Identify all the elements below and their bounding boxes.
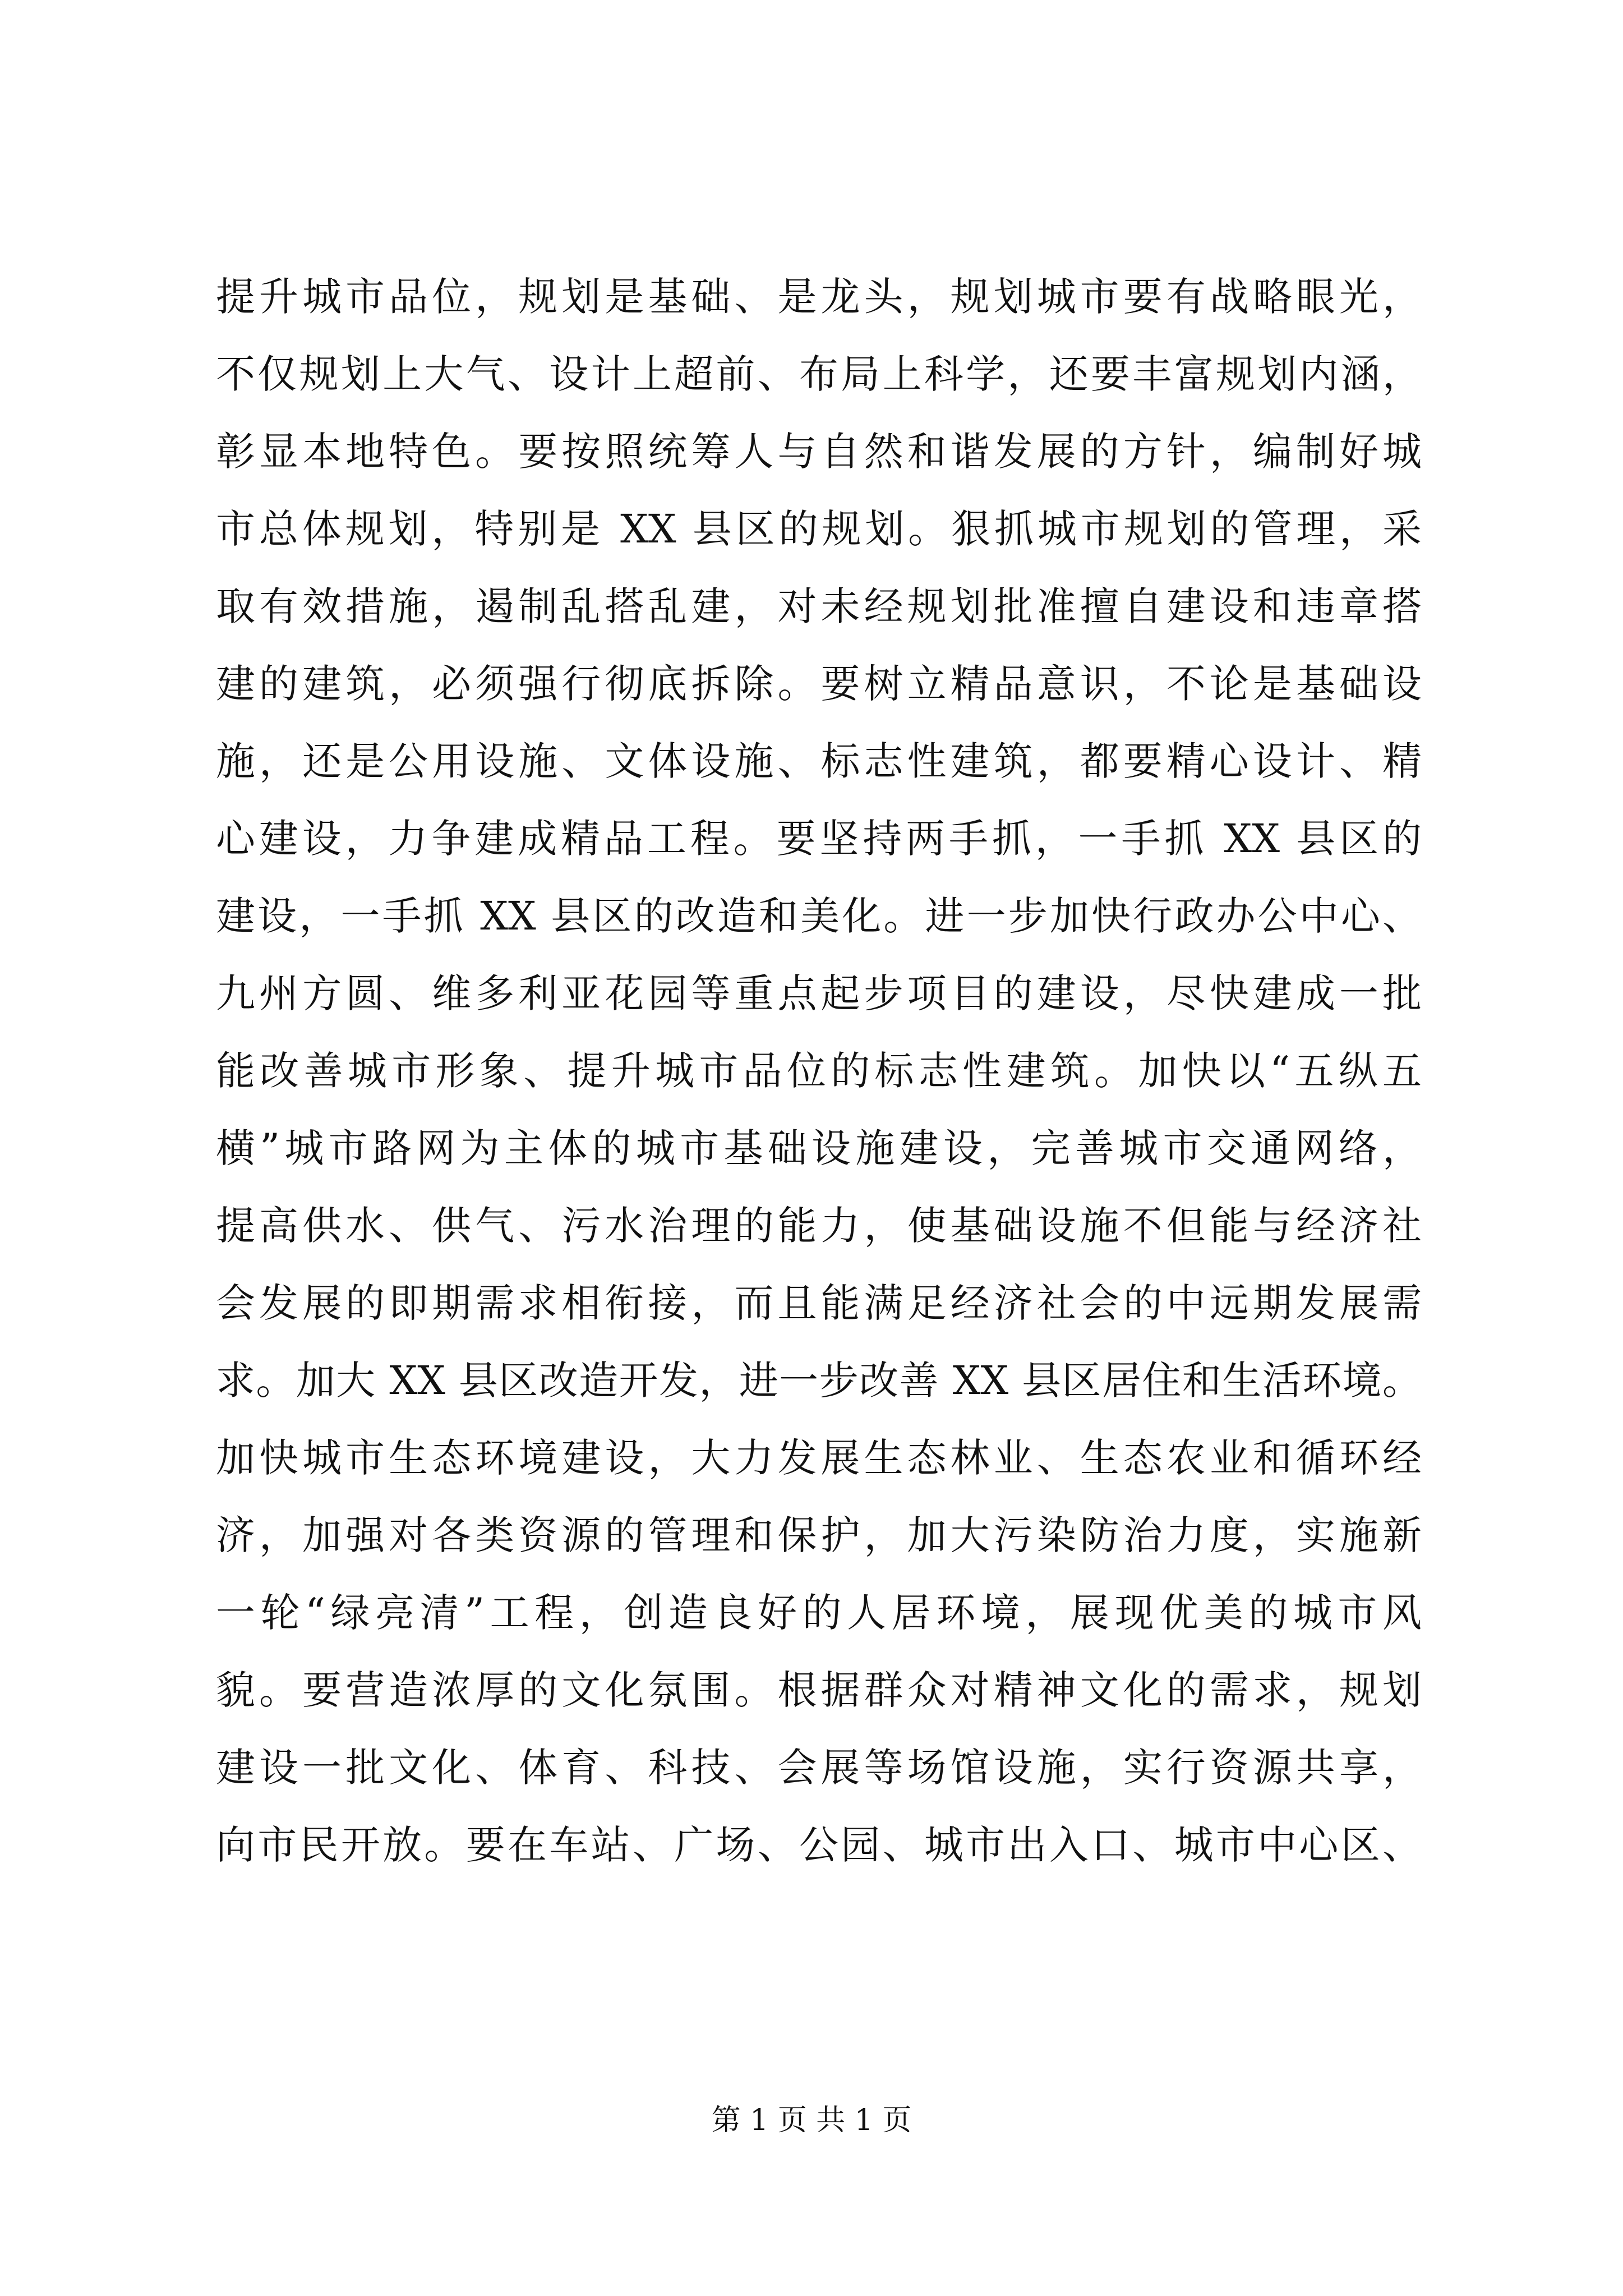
text-line: 貌。要营造浓厚的文化氛围。根据群众对精神文化的需求，规划 bbox=[216, 1667, 1422, 1713]
text-line: 提高供水、供气、污水治理的能力，使基础设施不但能与经济社 bbox=[216, 1203, 1422, 1249]
text-line: 加快城市生态环境建设，大力发展生态林业、生态农业和循环经 bbox=[216, 1435, 1422, 1481]
text-line: 建设，一手抓 XX 县区的改造和美化。进一步加快行政办公中心、 bbox=[216, 893, 1422, 939]
text-line: 市总体规划，特别是 XX 县区的规划。狠抓城市规划的管理，采 bbox=[216, 506, 1422, 552]
text-line: 建的建筑，必须强行彻底拆除。要树立精品意识，不论是基础设 bbox=[216, 661, 1422, 707]
text-line: 建设一批文化、体育、科技、会展等场馆设施，实行资源共享， bbox=[216, 1745, 1422, 1791]
text-line: 不仅规划上大气、设计上超前、布局上科学，还要丰富规划内涵， bbox=[216, 351, 1422, 397]
text-line: 彰显本地特色。要按照统筹人与自然和谐发展的方针，编制好城 bbox=[216, 429, 1422, 475]
text-line: 横”城市路网为主体的城市基础设施建设，完善城市交通网络， bbox=[216, 1125, 1422, 1171]
page-footer: 第 1 页 共 1 页 bbox=[711, 2104, 912, 2137]
text-line: 提升城市品位，规划是基础、是龙头，规划城市要有战略眼光， bbox=[216, 274, 1422, 320]
text-line: 能改善城市形象、提升城市品位的标志性建筑。加快以“五纵五 bbox=[216, 1048, 1422, 1094]
text-line: 会发展的即期需求相衔接，而且能满足经济社会的中远期发展需 bbox=[216, 1280, 1422, 1326]
text-line: 向市民开放。要在车站、广场、公园、城市出入口、城市中心区、 bbox=[216, 1822, 1422, 1868]
text-line: 求。加大 XX 县区改造开发，进一步改善 XX 县区居住和生活环境。 bbox=[216, 1358, 1422, 1404]
text-line: 施，还是公用设施、文体设施、标志性建筑，都要精心设计、精 bbox=[216, 738, 1422, 784]
text-line: 济，加强对各类资源的管理和保护，加大污染防治力度，实施新 bbox=[216, 1512, 1422, 1558]
body-paragraph bbox=[216, 258, 1422, 1884]
text-line: 心建设，力争建成精品工程。要坚持两手抓，一手抓 XX 县区的 bbox=[216, 816, 1422, 862]
text-line: 一轮“绿亮清”工程，创造良好的人居环境，展现优美的城市风 bbox=[216, 1590, 1422, 1636]
text-line: 取有效措施，遏制乱搭乱建，对未经规划批准擅自建设和违章搭 bbox=[216, 583, 1422, 629]
text-line: 九州方圆、维多利亚花园等重点起步项目的建设，尽快建成一批 bbox=[216, 970, 1422, 1016]
